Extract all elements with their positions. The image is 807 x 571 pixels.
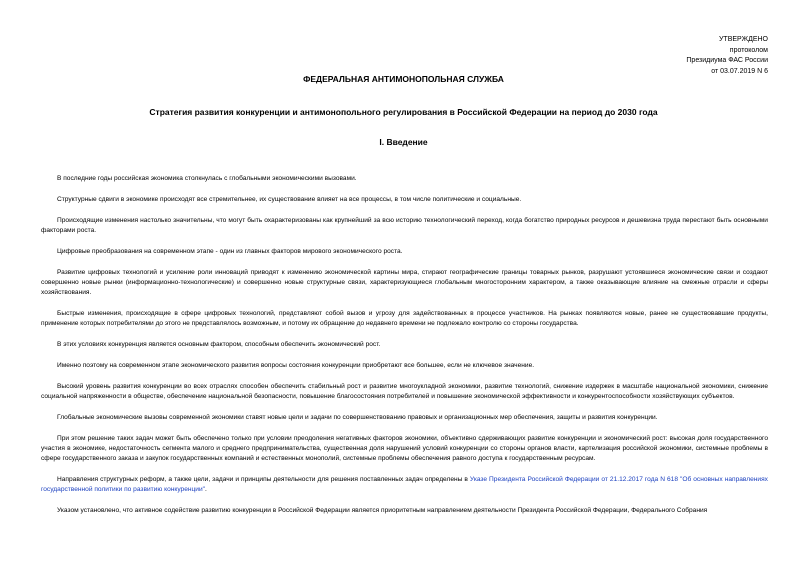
paragraph-10: Глобальные экономические вызовы современной экономики ставят новые цели и задачи по совершенствованию правовых и организационных мер обеспечения, защиты и развития конкуренции.	[57, 414, 658, 421]
approval-line-3: Президиума ФАС России	[686, 57, 768, 64]
decree-text-before: Направления структурных реформ, а также цели, задачи и принципы деятельности для решения поставленных задач определены в	[57, 476, 470, 483]
paragraph-11: При этом решение таких задач может быть обеспечено только при условии преодоления негативных факторов экономики, объективно сдерживающих развитие конкуренции и экономический рост: высокая доля государственного участия в экономике, недостаточность сегмента малого и среднего предпринимательства, существенная доля нарушений условий конкуренции со стороны органов власти, картелизация российской экономики, системные проблемы в сфере государственного заказа и закупок государственных компаний и естественных монополий, системные проблемы обеспечения равного доступа к государственным ресурсам.	[41, 435, 768, 462]
document-body	[41, 174, 768, 527]
paragraph-3: Происходящие изменения настолько значительны, что могут быть охарактеризованы как крупнейший за всю историю технологический переход, когда богатство природных ресурсов и дешевизна труда перестают быть основными факторами роста.	[41, 217, 768, 234]
paragraph-6: Быстрые изменения, происходящие в сфере цифровых технологий, представляют собой вызов и угрозу для задействованных в процессе участников. На рынках появляются новые, ранее не существовавшие продукты, применение которых потребителями до этого не представлялось возможным, и потому их обращение до недавнего времени не подлежало контролю со стороны государства.	[41, 310, 768, 327]
approval-stamp	[686, 35, 768, 77]
paragraph-8: Именно поэтому на современном этапе экономического развития вопросы состояния конкуренции приобретают все большее, если не ключевое значение.	[57, 362, 535, 369]
paragraph-9: Высокий уровень развития конкуренции во всех отраслях способен обеспечить стабильный рост и развитие многоукладной экономики, развитие технологий, снижение издержек в масштабе национальной экономики, снижение социальной напряженности в обществе, обеспечение национальной безопасности, повышение благосостояния потребителей и повышение экономической эффективности и конкурентоспособности хозяйствующих субъектов.	[41, 383, 768, 400]
section-heading: I. Введение	[379, 137, 428, 147]
paragraph-4: Цифровые преобразования на современном этапе - один из главных факторов мирового экономического роста.	[57, 248, 403, 255]
paragraph-1: В последние годы российская экономика столкнулась с глобальными экономическими вызовами.	[57, 175, 357, 182]
decree-link[interactable]: Указе Президента Российской Федерации от 21.12.2017 года N 618 "Об основных направлениях государственной политики по развитию конкуренции"	[41, 476, 768, 493]
paragraph-5: Развитие цифровых технологий и усиление роли инноваций приводят к изменению экономической картины мира, стирают географические границы товарных рынков, разрушают устоявшиеся экономические связи и создают совершенно новые рынки (информационно-технологические) и совершенно новые структурные связи, характеризующиеся глобальным многосторонним характером, а также оказывающие влияние на смежные отрасли и сферы хозяйствования.	[41, 269, 768, 296]
approval-line-2: протоколом	[729, 46, 768, 54]
decree-text-after: .	[205, 486, 207, 493]
paragraph-7: В этих условиях конкуренция является основным фактором, способным обеспечить экономический рост.	[57, 341, 381, 348]
agency-name: ФЕДЕРАЛЬНАЯ АНТИМОНОПОЛЬНАЯ СЛУЖБА	[303, 74, 504, 84]
document-title: Стратегия развития конкуренции и антимонопольного регулирования в Российской Федерации на период до 2030 года	[149, 107, 658, 117]
paragraph-2: Структурные сдвиги в экономике происходят все стремительнее, их существование влияет на все процессы, в том числе политические и социальные.	[57, 196, 522, 203]
approval-line-4: от 03.07.2019 N 6	[711, 67, 768, 75]
decree-paragraph	[41, 475, 768, 495]
approval-line-1: УТВЕРЖДЕНО	[718, 36, 768, 43]
paragraph-last: Указом установлено, что активное содействие развитию конкуренции в Российской Федерации является приоритетным направлением деятельности Президента Российской Федерации, Федерального Собрания	[57, 507, 708, 514]
